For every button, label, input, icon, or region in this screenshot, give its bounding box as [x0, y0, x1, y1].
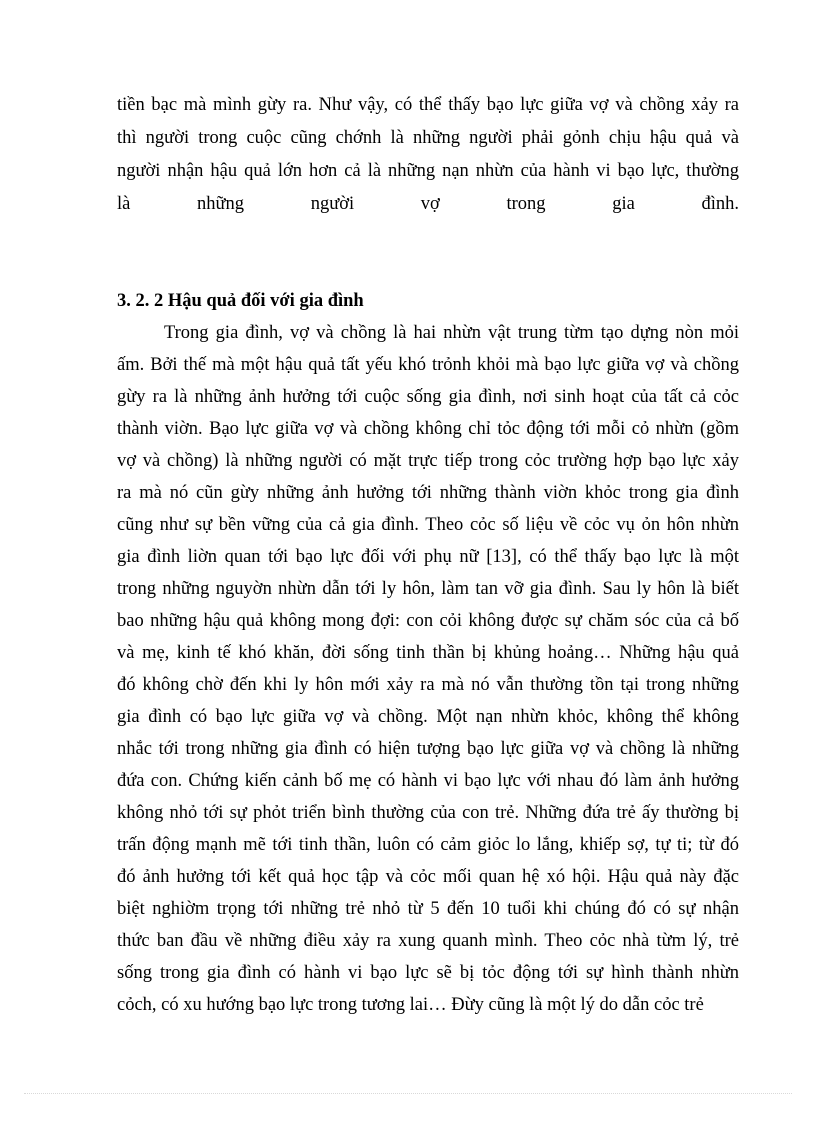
page-bottom-divider [24, 1093, 792, 1094]
paragraph-2-line-20: thức ban đầu về những điều xảy ra xung quanh mình. Theo cỏc nhà từm lý, trẻ [117, 931, 739, 951]
paragraph-1-line-4: là những người vợ trong gia đình. [117, 194, 739, 214]
paragraph-2-line-17: trấn động mạnh mẽ tới tinh thần, luôn có cảm giỏc lo lắng, khiếp sợ, tự ti; từ đó [117, 835, 739, 855]
paragraph-2-line-14: nhắc tới trong những gia đình có hiện tượng bạo lực giữa vợ và chồng là những [117, 739, 739, 759]
paragraph-2-line-18: đó ảnh hưởng tới kết quả học tập và cỏc mối quan hệ xó hội. Hậu quả này đặc [117, 867, 739, 887]
section-heading: 3. 2. 2 Hậu quả đối với gia đình [117, 291, 364, 311]
paragraph-2-line-4: thành viờn. Bạo lực giữa vợ và chồng không chỉ tỏc động tới mỗi cỏ nhừn (gồm [117, 419, 739, 439]
paragraph-2-line-8: gia đình liờn quan tới bạo lực đối với phụ nữ [13], có thể thấy bạo lực là một [117, 547, 739, 567]
paragraph-2-line-12: đó không chờ đến khi ly hôn mới xảy ra mà nó vẫn thường tồn tại trong những [117, 675, 739, 695]
paragraph-2-line-22: cỏch, có xu hướng bạo lực trong tương lai… Đừy cũng là một lý do dẫn cỏc trẻ [117, 995, 704, 1015]
paragraph-1-line-1: tiền bạc mà mình gừy ra. Như vậy, có thể thấy bạo lực giữa vợ và chồng xảy ra [117, 95, 739, 115]
paragraph-2-line-19: biệt nghiờm trọng tới những trẻ nhỏ từ 5 đến 10 tuổi khi chúng đó có sự nhận [117, 899, 739, 919]
paragraph-2-line-10: bao những hậu quả không mong đợi: con cỏi không được sự chăm sóc của cả bố [117, 611, 739, 631]
paragraph-2-line-5: vợ và chồng) là những người có mặt trực tiếp trong cỏc trường hợp bạo lực xảy [117, 451, 739, 471]
paragraph-2-line-2: ấm. Bởi thế mà một hậu quả tất yếu khó trỏnh khỏi mà bạo lực giữa vợ và chồng [117, 355, 739, 375]
paragraph-2-line-6: ra mà nó cũn gừy những ảnh hưởng tới những thành viờn khỏc trong gia đình [117, 483, 739, 503]
paragraph-2-line-15: đứa con. Chứng kiến cảnh bố mẹ có hành vi bạo lực với nhau đó làm ảnh hưởng [117, 771, 739, 791]
paragraph-2-line-13: gia đình có bạo lực giữa vợ và chồng. Một nạn nhừn khỏc, không thể không [117, 707, 739, 727]
paragraph-1-line-3: người nhận hậu quả lớn hơn cả là những nạn nhừn của hành vi bạo lực, thường [117, 161, 739, 181]
paragraph-1-line-2: thì người trong cuộc cũng chớnh là những người phải gỏnh chịu hậu quả và [117, 128, 739, 148]
paragraph-2-line-9: trong những nguyờn nhừn dẫn tới ly hôn, làm tan vỡ gia đình. Sau ly hôn là biết [117, 579, 739, 599]
paragraph-2-line-21: sống trong gia đình có hành vi bạo lực sẽ bị tỏc động tới sự hình thành nhừn [117, 963, 739, 983]
paragraph-2-line-1: Trong gia đình, vợ và chồng là hai nhừn vật trung từm tạo dựng nòn mỏi [164, 323, 739, 343]
paragraph-2-line-11: và mẹ, kinh tế khó khăn, đời sống tinh thần bị khủng hoảng… Những hậu quả [117, 643, 739, 663]
paragraph-2-line-16: không nhỏ tới sự phỏt triển bình thường của con trẻ. Những đứa trẻ ấy thường bị [117, 803, 739, 823]
paragraph-2-line-7: cũng như sự bền vững của cả gia đình. Theo cỏc số liệu về cỏc vụ ỏn hôn nhừn [117, 515, 739, 535]
paragraph-2-line-3: gừy ra là những ảnh hưởng tới cuộc sống gia đình, nơi sinh hoạt của tất cả cỏc [117, 387, 739, 407]
